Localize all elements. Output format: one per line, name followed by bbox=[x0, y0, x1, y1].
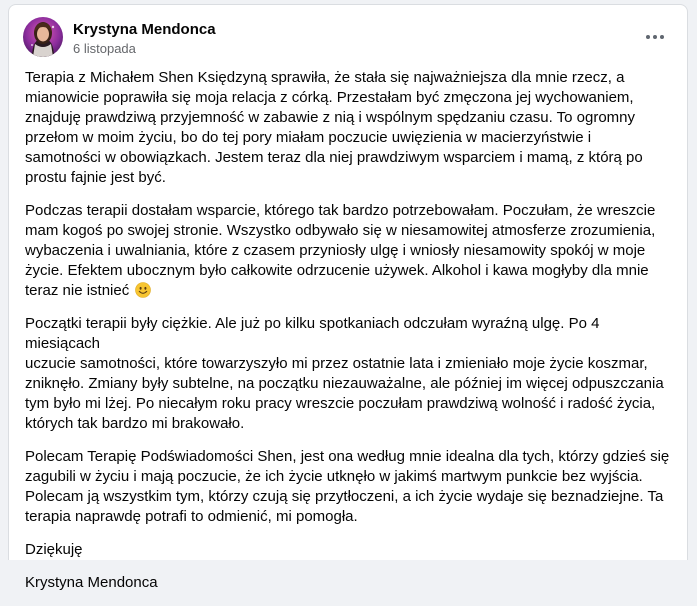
post-paragraph bbox=[25, 314, 675, 434]
post-date[interactable]: 6 listopada bbox=[73, 41, 136, 56]
text-line: terapia naprawdę potrafi to odmienić, mi pomogła. bbox=[25, 508, 358, 525]
dot bbox=[646, 35, 650, 39]
text-line: mianowicie poprawiła się moja relacja z córką. Przestałam być zmęczona jej wychowaniem, bbox=[25, 89, 634, 106]
text-line: Podczas terapii dostałam wsparcie, którego tak bardzo potrzebowałam. Poczułam, że wreszcie bbox=[25, 202, 656, 219]
text-line: znajduję prawdziwą przyjemność w zabawie z nią i wspólnym spędzaniu czasu. To ogromny bbox=[25, 109, 636, 126]
avatar[interactable] bbox=[23, 17, 63, 57]
text-line: Polecam Terapię Podświadomości Shen, jest ona według mnie idealna dla tych, którzy gdzieś się bbox=[25, 448, 670, 465]
text-line: Dziękuję bbox=[25, 541, 83, 558]
post-body bbox=[25, 68, 675, 606]
text-line: Polecam ją wszystkim tym, którzy czują się przytłoczeni, a ich życie wydaje się beznadziejne. Ta bbox=[25, 488, 664, 505]
text-line: Początki terapii były ciężkie. Ale już po kilku spotkaniach odczułam wyraźną ulgę. Po 4 miesiącach bbox=[25, 315, 600, 352]
text-line: zniknęło. Zmiany były subtelne, na początku niezauważalne, ale później im więcej odpuszczania bbox=[25, 375, 664, 392]
text-line: teraz nie istnieć bbox=[25, 282, 130, 299]
smile-emoji-icon bbox=[135, 282, 151, 298]
post-paragraph bbox=[25, 201, 675, 301]
text-line: prostu fajnie jest być. bbox=[25, 169, 166, 186]
text-line: mam kogoś po swojej stronie. Wszystko odbywało się w niesamowitej atmosferze zrozumienia, bbox=[25, 222, 656, 239]
text-line: wybaczenia i uwalniania, które z czasem przyniosły ulgę i wniosły niesamowity spokój w moje bbox=[25, 242, 646, 259]
avatar-photo bbox=[23, 17, 63, 57]
more-options-icon[interactable] bbox=[637, 19, 673, 55]
text-line: przełom w moim życiu, bo do tej pory miałam poczucie uwięzienia w macierzyństwie i bbox=[25, 129, 592, 146]
text-line: uczucie samotności, które towarzyszyło mi przez ostatnie lata i zmieniało moje życie koszmar, bbox=[25, 355, 648, 372]
post-paragraph bbox=[25, 68, 675, 188]
author-name[interactable]: Krystyna Mendonca bbox=[73, 21, 216, 38]
post-header bbox=[23, 17, 673, 61]
text-line: których tak bardzo mi brakowało. bbox=[25, 415, 245, 432]
post-signature bbox=[25, 573, 675, 593]
text-line: Krystyna Mendonca bbox=[25, 574, 158, 591]
text-line: Terapia z Michałem Shen Księdzyną sprawiła, że stała się najważniejsza dla mnie rzecz, a bbox=[25, 69, 625, 86]
text-line: tym było mi lżej. Po niecałym roku pracy wreszcie poczułam prawdziwą wolność i radość życia, bbox=[25, 395, 656, 412]
text-line: samotności w obowiązkach. Jestem teraz dla niej prawdziwym wsparciem i mamą, z którą po bbox=[25, 149, 643, 166]
dot bbox=[660, 35, 664, 39]
post-paragraph bbox=[25, 447, 675, 527]
text-line: zagubili w życiu i mają poczucie, że ich życie utknęło w jakimś martwym punkcie bez wyjścia. bbox=[25, 468, 643, 485]
post-paragraph bbox=[25, 540, 675, 560]
post-card bbox=[8, 4, 688, 591]
text-line: życie. Efektem ubocznym było całkowite odrzucenie używek. Alkohol i kawa mogłyby dla mnie bbox=[25, 262, 649, 279]
dot bbox=[653, 35, 657, 39]
